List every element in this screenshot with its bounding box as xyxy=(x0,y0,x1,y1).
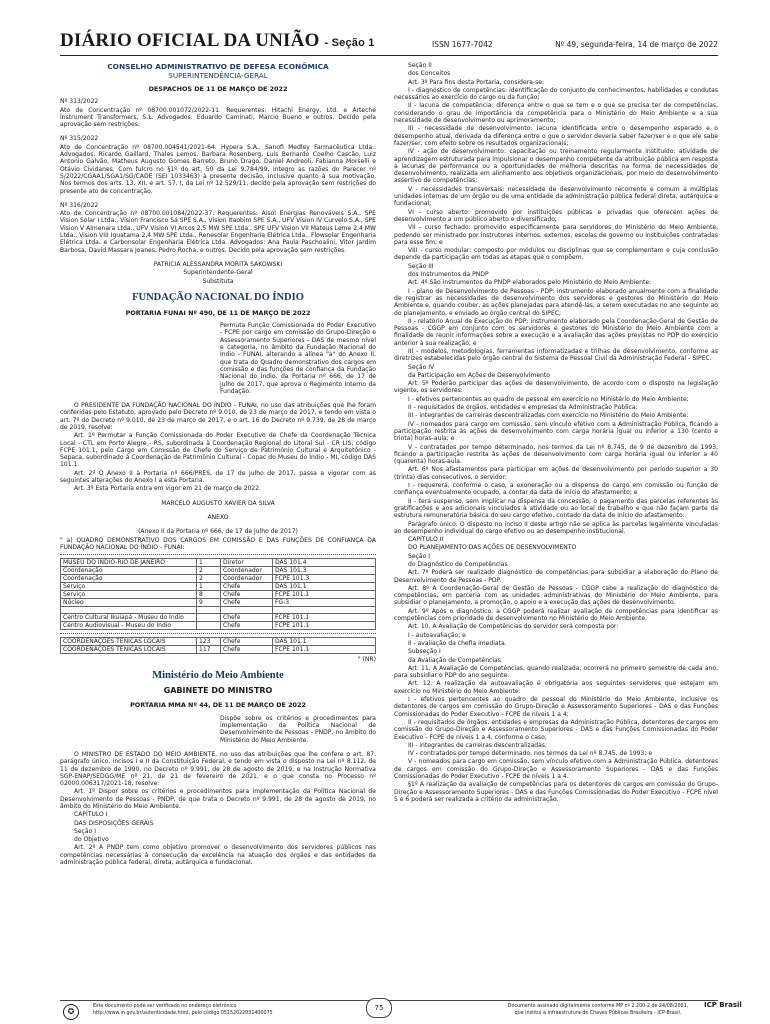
paragraph: Art. 5º Poderão participar das ações de desenvolvimento, de acordo com o disposto na legislação vigente, os servidores: xyxy=(394,380,718,395)
paragraph: Art. 2º A PNDP tem como objetivo promover o desenvolvimento dos servidores públicos nas competências necessárias à consecução da excelência na atuação dos órgãos e das entidades da administração pública federal, direta, autárquica e fundacional. xyxy=(60,844,376,867)
paragraph: Art. 3º Para fins desta Portaria, considera-se: xyxy=(408,78,545,86)
act-title: PORTARIA FUNAI Nº 490, DE 11 DE MARÇO DE 2022 xyxy=(125,308,311,317)
paragraph: V - contratados por tempo determinado, nos termos da Lei nº 8.745, de 9 de dezembro de 1993, ficando a participação restrita às ações de desenvolvimento com carga horária igual ou inferior a 40 (quarenta) horas-aula. xyxy=(394,443,718,466)
paragraph: Art. 6º Nos afastamentos para participar em ações de desenvolvimento por período superior a 30 (trinta) dias consecutivos, o servidor: xyxy=(394,466,718,481)
org-title: CONSELHO ADMINISTRATIVO DE DEFESA ECONÔMICA xyxy=(107,62,329,71)
paragraph: V - nomeados para cargo em comissão, sem vínculo efetivo com a Administração Pública, detentores de cargos em comissão do Grupo-Direção e Assessoramento Superiores - DAS e das Funções Comissionadas do Poder Executivo - FCPE de níveis 1 a 4. xyxy=(394,758,718,781)
issn: ISSN 1677-7042 xyxy=(432,40,493,49)
footer-text: que institui a Infraestrutura de Chaves Públicas Brasileira - ICP-Brasil. xyxy=(514,1010,682,1016)
paragraph: Art. 7º Poderá ser realizado diagnóstico de competências para subsidiar a elaboração do Plano de Desenvolvimento de Pessoas - PDP. xyxy=(394,569,718,584)
paragraph: §1º A realização da avaliação de competências para os detentores de cargos em comissão do Grupo-Direção e Assessoramento Superiores - DAS e das Funções Comissionadas do Poder Executivo - FCPE nível 5 e 6 poderá ser realizada a critério da administração. xyxy=(394,781,718,803)
paragraph: Art. 1º Dispor sobre os critérios e procedimentos para implementação da Política Nacional de Desenvolvimento de Pessoas - PNDP, de que trata o Decreto nº 9.991, de 28 de agosto de 2019, no âmbito do Ministério do Meio Ambiente. xyxy=(60,788,376,810)
paragraph: I - diagnóstico de competências: identificação do conjunto de conhecimentos, habilidades e condutas necessários ao exercício do cargo ou da função; xyxy=(394,86,718,102)
chapter-heading: DAS DISPOSIÇÕES GERAIS xyxy=(74,819,154,827)
signatory-role: Superintendente-Geral xyxy=(183,269,253,277)
heading-line: Seção IV xyxy=(408,363,435,371)
paragraph: Art. 9º Após o diagnóstico, a CGGP poderá realizar avaliação de competências para identificar as competências com prioridade de desenvolvimento no Ministério do Meio Ambiente. xyxy=(394,607,718,623)
despacho-text: Ato de Concentração nº 08700.004541/2021-64. Hypera S.A., Sanofi Medley Farmacêutica Ltda.. Advogados: Ricardo Gaillard, Thales Lemos, Barbara Rosenberg, Luís Bernardo Coelho Cascão, Luiz Antonio Galvão, Matheus Augusto Gomes Barreto, Bruno Drago, Daniel Andreoli, Fabianna Morselli e Otávio Cividanes. Com fulcro no §1º do art. 50 da Lei 9.784/99, integro as razões do Parecer nº 5/2022/CGAA1/SGA1/SG/CADE (SEI 1033463) à presente decisão, inclusive quanto à sua motivação. Nos termos dos arts. 13, XII, e art. 57, I, da Lei nº 12.529/11, decido pela aprovação sem restrições do presente ato de concentração. xyxy=(60,143,376,195)
despacho-number: Nº 315/2022 xyxy=(60,135,99,143)
paragraph: O PRESIDENTE DA FUNDAÇÃO NACIONAL DO ÍNDIO - FUNAI, no uso das atribuições que lhe foram conferidas pelo Estatuto, aprovado pelo Decreto nº 9.010, de 23 de março de 2017, e tendo em vista o art. 7º do Decreto nº 9.010, de 23 de março de 2017, e o art. 16 do Decreto nº 9.739, de 28 de março de 2019, resolve: xyxy=(60,402,376,431)
paragraph: I - requererá, conforme o caso, a exoneração ou a dispensa do cargo em comissão ou função de confiança eventualmente ocupado, a contar da data de início do afastamento; e xyxy=(394,482,718,497)
page-number: 75 xyxy=(366,998,392,1018)
paragraph: Art. 11. A Avaliação de Competências, quando realizada, ocorrerá no primeiro semestre de cada ano, para subsidiar o PDP do ano seguinte. xyxy=(394,664,718,680)
footer-text: Documento assinado digitalmente conforme MP nº 2.200-2 de 24/08/2001, xyxy=(507,1004,689,1009)
coat-of-arms-icon: ✪ xyxy=(63,1004,79,1020)
section-heading: Seção I xyxy=(74,827,96,835)
paragraph: I - efetivos pertencentes ao quadro de pessoal do Ministério do Meio Ambiente, inclusive os detentores de cargos em comissão do Grupo-Direção e Assessoramento Superiores - DAS e das Funções Comissionadas do Poder Executivo - FCPE de níveis 1 a 4; xyxy=(394,696,718,718)
table-row: MUSEU DO ÍNDIO-RIO DE JANEIRO 1 Diretor DAS 101.4 xyxy=(61,559,376,567)
icp-brasil-logo: ICP Brasil xyxy=(704,1001,742,1009)
signatory-name: MARCELO AUGUSTO XAVIER DA SILVA xyxy=(161,499,275,507)
despacho-number: Nº 313/2022 xyxy=(60,98,99,106)
section-heading: do Objetivo xyxy=(74,836,109,844)
paragraph: VII - curso fechado: promovido especificamente para servidores do Ministério do Meio Ambiente, podendo ser ministrado por instrutores internos, externos, escolas de governo ou instituições contratadas para esse fim; e xyxy=(394,224,718,246)
paragraph: III - necessidade de desenvolvimento: lacuna identificada entre o desempenho esperado e o desempenho atual, derivada da diferença entre o que o servidor deveria saber fazer/ser e o que ele sabe fazer/ser, com efeito sobre os resultados organizacionais; xyxy=(394,125,718,147)
heading-line: Seção II xyxy=(408,62,432,69)
table-row: Serviço 1 Chefe DAS 101.1 xyxy=(61,583,376,591)
table-end-note: " (NR) xyxy=(357,656,376,664)
annex-title: ANEXO xyxy=(207,513,229,521)
table-row: Coordenação 2 Coordenador DAS 101.3 xyxy=(61,567,376,575)
paragraph: II - relatório Anual de Execução do PDP: instrumento elaborado pela Coordenação-Geral de Gestão de Pessoas - CGGP em conjunto com os servidores e gestores do Ministério do Meio Ambiente com a finalidade de reunir informações sobre a execução e a avaliação das ações previstas no PDP do exercício anterior à sua realização; e xyxy=(394,317,718,347)
left-column xyxy=(60,62,376,867)
paragraph: II - lacuna de competência: diferença entre o que se tem e o que se precisa ter de competências, considerando o grau de importância da competência para o Ministério do Meio Ambiente e a sua necessidade de desenvolvimento ou aprimoramento; xyxy=(394,102,718,125)
positions-table-ctl xyxy=(60,637,376,654)
paragraph: Art. 12. A realização da autoavaliação é obrigatória aos seguintes servidores que estejam em exercício no Ministério do Meio Ambiente: xyxy=(394,680,718,695)
section-heading-funai: FUNDAÇÃO NACIONAL DO ÍNDIO xyxy=(132,291,304,303)
paragraph: VIII - curso modular: composto por módulos ou disciplinas que se complementam e cuja conclusão depende da participação em todas as etapas que o compõem. xyxy=(394,247,718,262)
masthead-title: DIÁRIO OFICIAL DA UNIÃO xyxy=(60,30,320,51)
heading-line: da Participação em Ações de Desenvolvimento xyxy=(408,371,550,379)
annex-reference: (Anexo II da Portaria nº 666, de 17 de julho de 2017) xyxy=(138,528,298,536)
heading-line: Subseção I xyxy=(408,648,441,656)
subsection-heading: GABINETE DO MINISTRO xyxy=(163,686,273,696)
heading-line: do Diagnóstico de Competências xyxy=(408,561,508,568)
paragraph: Art. 3º Esta Portaria entra em vigor em 21 de março de 2022. xyxy=(74,485,262,493)
signatory-name: PATRICIA ALESSANDRA MORITA SAKOWSKI xyxy=(153,260,283,268)
paragraph: I - plano de Desenvolvimento de Pessoas - PDP: instrumento elaborado anualmente com a finalidade de registrar as necessidades de desenvolvimento dos servidores e gestores do Ministério do Meio Ambiente e, quando couber, as ações planejadas para atendê-las, a serem executadas no ano seguinte ao do planejamento, e enviado ao órgão central do SIPEC; xyxy=(394,287,718,317)
despacho-number: Nº 316/2022 xyxy=(60,201,99,209)
act-title: DESPACHOS DE 11 DE MARÇO DE 2022 xyxy=(148,85,288,93)
paragraph: VI - curso aberto: promovido por instituições públicas e privadas que oferecem ações de desenvolvimento a um público aberto e diversificado; xyxy=(394,208,718,223)
footer-signature xyxy=(498,1004,698,1017)
table-row: Centro Audiovisual - Museu do Índio Chefe FCPE 101.1 xyxy=(61,622,376,630)
right-column xyxy=(394,62,718,804)
paragraph: Art. 1º Permutar a Função Comissionada do Poder Executivo de Chefe da Coordenação Técnica Local - CTL em Porto Alegre - RS, subordinada à Coordenação Regional do Litoral Sul - CR LIS, código FCPE 101.1, pelo Cargo em Comissão de Chefe do Serviço de Patrimônio Cultural e Arquitetônico - Sepaca, subordinado à Coordenação de Patrimônio Cultural - Copac do Museu do Índio - MI, código DAS 101.1. xyxy=(60,432,376,469)
dotted-separator xyxy=(60,633,376,634)
paragraph: II - requisitados de órgãos, entidades e empresas da Administração Pública, detentores de cargos em comissão do Grupo-Direção e Assessoramento Superiores - DAS e das Funções Comissionadas do Poder Executivo - FCPE de níveis 1 a 4, conforme o caso; xyxy=(394,718,718,741)
table-row: Núcleo 9 Chefe FG-3 xyxy=(61,599,376,607)
paragraph: V - necessidades transversais: necessidade de desenvolvimento recorrente e comum a múltiplas unidades internas de um órgão ou de uma entidade da administração pública federal direta, autárquica e fundacional; xyxy=(394,185,718,208)
table-row xyxy=(61,607,376,614)
paragraph: II - avaliação da chefia imediata. xyxy=(408,639,507,647)
paragraph: Parágrafo único. O disposto no inciso II deste artigo não se aplica às parcelas legalmente vinculadas ao desempenho individual do cargo efetivo ou ao desempenho institucional. xyxy=(394,520,718,535)
heading-line: Seção I xyxy=(408,552,430,560)
paragraph: Art. 8º A Coordenação-Geral de Gestão de Pessoas - CGGP cabe a realização do diagnóstico de competências, em parceria com as unidades administrativas do Ministério do Meio Ambiente, para subsidiar o planejamento, a promoção, o apoio e a execução das ações de desenvolvimento. xyxy=(394,584,718,607)
paragraph: IV - ação de desenvolvimento: capacitação ou treinamento regularmente instituído: atividade de aprendizagem estruturada para impulsionar o desempenho competente da atribuição pública em resposta a lacunas de performance ou a oportunidades de melhoria descritas na forma de necessidades de desenvolvimento, realizada em alinhamento aos objetivos organizacionais, por meio do desenvolvimento assertivo de competências; xyxy=(394,148,718,185)
paragraph: III - integrantes de carreiras descentralizadas com exercício no Ministério do Meio Ambiente; xyxy=(408,412,689,420)
paragraph: Art. 4º São instrumentos da PNDP elaborados pelo Ministério do Meio Ambiente: xyxy=(408,279,652,287)
heading-line: DO PLANEJAMENTO DAS AÇÕES DE DESENVOLVIMENTO xyxy=(408,544,577,552)
positions-table xyxy=(60,558,376,630)
paragraph: I - autoavaliação; e xyxy=(408,631,466,639)
paragraph: Art. 2º O Anexo II à Portaria nº 666/PRES, de 17 de julho de 2017, passa a vigorar com as seguintes alterações do Anexo I a esta Portaria. xyxy=(60,469,376,485)
paragraph: Art. 10. A Avaliação de Competências do servidor será composta por: xyxy=(408,623,619,631)
table-row: Coordenação 2 Coordenador FCPE 101.3 xyxy=(61,575,376,583)
newspaper-title xyxy=(60,30,375,52)
heading-line: CAPÍTULO II xyxy=(408,536,444,544)
chapter-heading: CAPÍTULO I xyxy=(74,811,108,819)
footer-verification xyxy=(93,1004,303,1017)
despacho-text: Ato de Concentração nº 08700.001084/2022-37. Requerentes: Aisol Energias Renováveis S.A., SPE Vision Solar I Ltda., Vision Francisco Sá SPE S.A., Vision Itaobim SPE S.A., UFV Vision IV Curvelo S.A., SPE Vision V Almenara Ltda., UFV Vision VI Arcos 2,5 MW SPE Ltda., SPE UFV Vision VII Mateus Leme 2,4 MW Ltda., Vision VIII Iguatama 2,4 MW SPE Ltda., Renesolar Engenharia Elétrica Ltda., Flowsolar Engenharia Elétrica Ltda. e Carbonsolar Engenharia Elétrica Ltda. Advogados: Ana Paula Paschoalini, Vitor Jardim Barbosa, David Massara Joanes, Pedro Rocha, e outros. Decido pela aprovação sem restrições. xyxy=(60,210,376,254)
heading-line: Seção III xyxy=(408,262,434,270)
signatory-role: Substituta xyxy=(202,277,234,285)
paragraph: O MINISTRO DE ESTADO DO MEIO AMBIENTE, no uso das atribuições que lhe confere o art. 87, parágrafo único, incisos I e II da Constituição Federal, e tendo em vista o disposto na Lei nº 8.112, de 11 de dezembro de 1990, no Decreto nº 9.991, de 28 de agosto de 2019, e na Instrução Normativa SGP-ENAP/SEDGG/ME nº 21, de 21 de fevereiro de 2021, e o que consta no Processo nº 02000.006317/2021-18, resolve: xyxy=(60,750,376,788)
table-row: COORDENAÇÕES TÉNICAS LOCAIS 117 Chefe FCPE 101.1 xyxy=(61,646,376,654)
paragraph: IV - contratados por tempo determinado, nos termos da Lei nº 8.745, de 1993; e xyxy=(408,750,653,758)
section-heading-mma: Ministério do Meio Ambiente xyxy=(152,670,284,682)
table-row: COORDENAÇÕES TÉNICAS LOCAIS 123 Chefe DAS 101.1 xyxy=(61,638,376,646)
edition-date: Nº 49, segunda-feira, 14 de março de 2022 xyxy=(555,40,718,49)
table-row: Centro Cultural Ikuiapá - Museu do Índio Chefe FCPE 101.1 xyxy=(61,614,376,622)
heading-line: dos Conceitos xyxy=(408,70,451,78)
act-title: PORTARIA MMA Nº 44, DE 11 DE MARÇO DE 2022 xyxy=(130,701,306,710)
paragraph: IV - nomeados para cargo em comissão, sem vínculo efetivo com a Administração Pública, ficando a participação restrita às ações de desenvolvimento com carga horária igual ou inferior a 130 (cento e trinta) horas-aula; e xyxy=(394,420,718,443)
act-summary: Dispõe sobre os critérios e procedimentos para implementação da Política Nacional de Desenvolvimento de Pessoas - PNDP, no âmbito do Ministério do Meio Ambiente. xyxy=(220,714,376,744)
org-subtitle: SUPERINTENDÊNCIA-GERAL xyxy=(168,71,268,80)
heading-line: da Avaliação de Competências xyxy=(408,656,501,664)
despacho-text: Ato de Concentração nº 08700.001072/2022-11. Requerentes: Hitachi Energy, Ltd. e Arteche Instrument Transformers, S.L. Advogados: Eduardo Caminati, Marcio Bueno e outros. Decido pela aprovação sem restrições. xyxy=(60,106,376,129)
section-label: - Seção 1 xyxy=(324,37,375,49)
table-row: Serviço 8 Chefe FCPE 101.1 xyxy=(61,591,376,599)
paragraph: II - requisitados de órgãos, entidades e empresas da Administração Pública; xyxy=(408,404,638,412)
annex-quadro-title: " a) QUADRO DEMONSTRATIVO DOS CARGOS EM COMISSÃO E DAS FUNÇÕES DE CONFIANÇA DA FUNDAÇÃO NACIONAL DO ÍNDIO - FUNAI: xyxy=(60,536,376,551)
heading-line: dos Instrumentos da PNDP xyxy=(408,271,489,279)
paragraph: III - integrantes de carreiras descentralizadas; xyxy=(408,741,548,749)
paragraph: II - terá suspenso, sem implicar na dispensa da concessão, o pagamento das parcelas referentes às gratificações e aos adicionais vinculados à atividade ou ao local de trabalho e que não façam parte da estrutura remuneratória básica do seu cargo efetivo, contado da data de início do afastamento. xyxy=(394,497,718,520)
header-divider xyxy=(60,55,718,56)
paragraph: I - efetivos pertencentes ao quadro de pessoal em exercício no Ministério do Meio Ambiente; xyxy=(408,395,689,403)
dotted-separator xyxy=(60,554,376,555)
footer-text: http://www.in.gov.br/autenticidade.html, pelo código 05152022031400075 xyxy=(93,1010,273,1016)
act-summary: Permuta Função Comissionada do Poder Executivo - FCPE por cargo em comissão do Grupo-Direção e Assessoramento Superiores - DAS de mesmo nível e categoria, no âmbito da Fundação Nacional do Índio - FUNAI, alterando a alínea "a" do Anexo II, que trata do Quadro demonstrativo dos cargos em comissão e das funções de confiança da Fundação Nacional do Índio, da Portaria nº 666, de 17 de julho de 2017, que aprova o Regimento Interno da Fundação. xyxy=(220,322,376,395)
footer-text: Este documento pode ser verificado no endereço eletrônico xyxy=(93,1004,237,1009)
paragraph: III - modelos, metodologias, ferramentas informatizadas e trilhas de desenvolvimento, conforme as diretrizes estabelecidas pelo órgão central do Sistema de Pessoal Civil da Administração Federal - SIPEC. xyxy=(394,347,718,363)
